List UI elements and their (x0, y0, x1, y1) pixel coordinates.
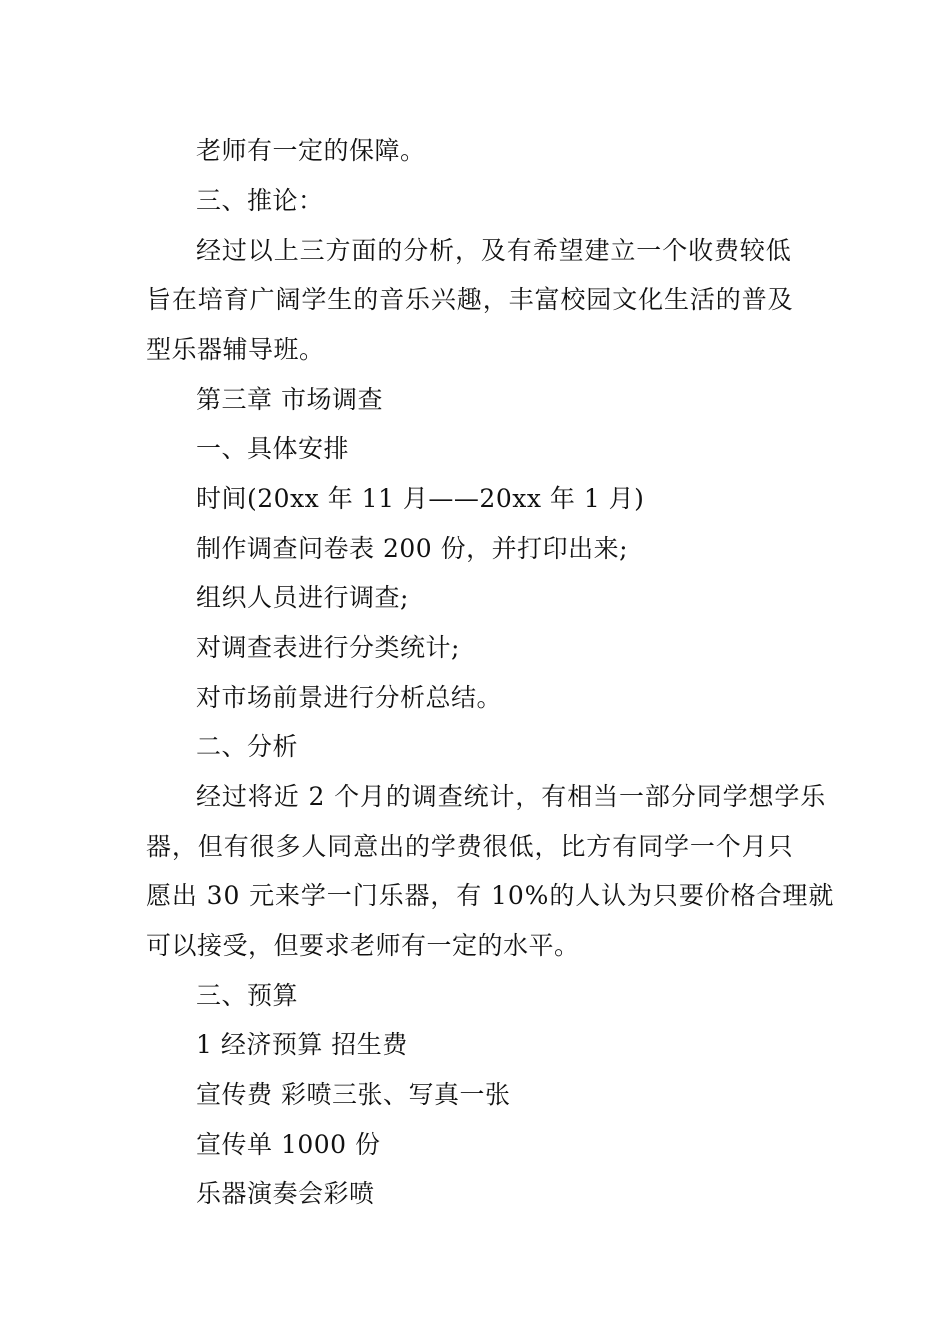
section-heading: 三、推论： (196, 186, 324, 215)
paragraph-line: 对市场前景进行分析总结。 (196, 683, 503, 712)
paragraph-line: 老师有一定的保障。 (196, 136, 426, 165)
section-heading: 三、预算 (196, 981, 299, 1010)
section-heading: 一、具体安排 (196, 434, 350, 463)
paragraph-line: 旨在培育广阔学生的音乐兴趣，丰富校园文化生活的普及 (146, 285, 794, 314)
paragraph-line: 可以接受，但要求老师有一定的水平。 (146, 931, 580, 960)
paragraph-line: 经过以上三方面的分析，及有希望建立一个收费较低 (196, 236, 792, 265)
paragraph-line: 制作调查问卷表 200 份，并打印出来; (196, 534, 629, 563)
paragraph-line: 乐器演奏会彩喷 (196, 1179, 375, 1208)
paragraph-line: 1 经济预算 招生费 (196, 1030, 408, 1059)
paragraph-line: 型乐器辅导班。 (146, 335, 325, 364)
paragraph-line: 愿出 30 元来学一门乐器，有 10%的人认为只要价格合理就 (146, 881, 835, 910)
paragraph-line: 器，但有很多人同意出的学费很低，比方有同学一个月只 (146, 832, 794, 861)
paragraph-line: 组织人员进行调查; (196, 583, 409, 612)
section-heading: 二、分析 (196, 732, 299, 761)
paragraph-line: 时间(20xx 年 11 月——20xx 年 1 月) (196, 484, 645, 513)
paragraph-line: 对调查表进行分类统计; (196, 633, 460, 662)
chapter-heading: 第三章 市场调查 (196, 385, 383, 414)
paragraph-line: 宣传单 1000 份 (196, 1130, 381, 1159)
paragraph-line: 经过将近 2 个月的调查统计，有相当一部分同学想学乐 (196, 782, 827, 811)
paragraph-line: 宣传费 彩喷三张、写真一张 (196, 1080, 511, 1109)
